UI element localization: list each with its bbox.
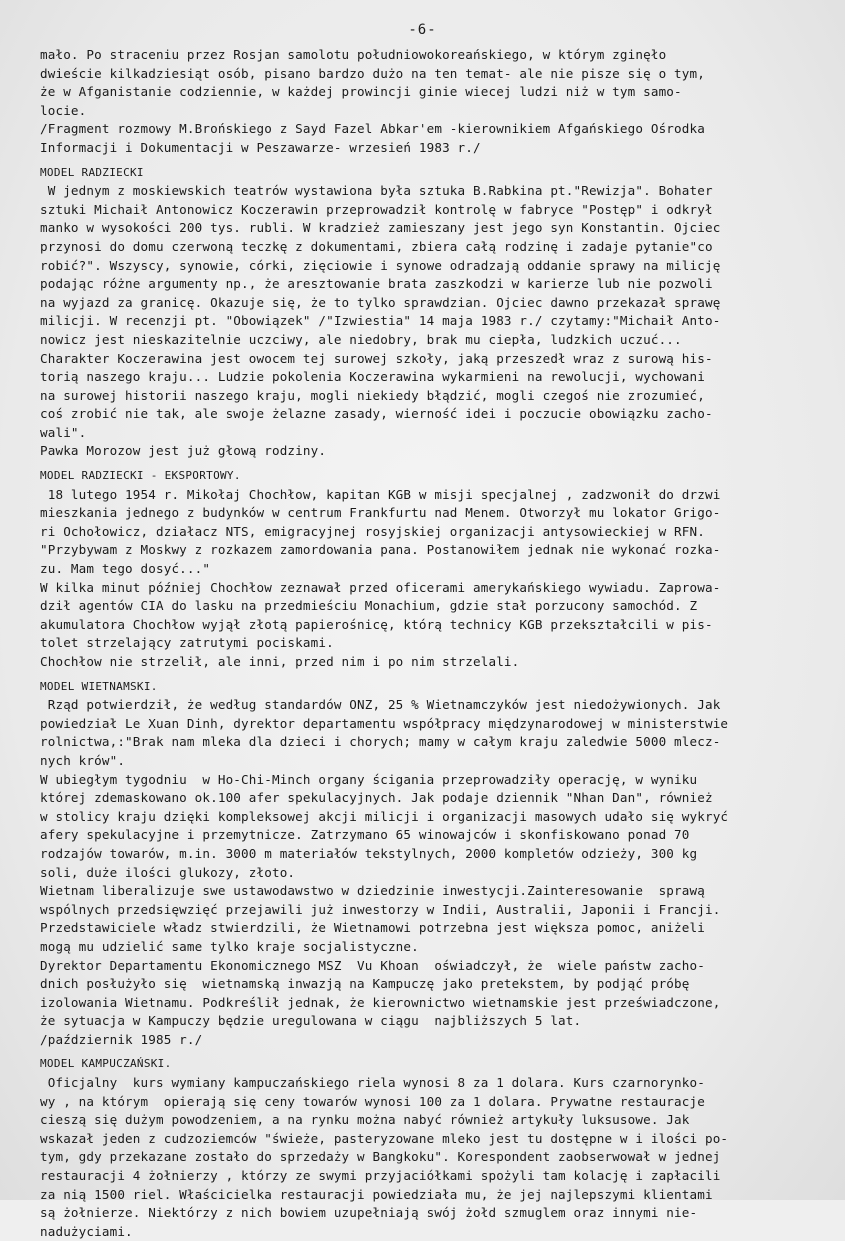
text-line: torią naszego kraju... Ludzie pokolenia Koczerawina wykarmieni na rewolucji, wychowani [40,369,705,385]
text-line: W jednym z moskiewskich teatrów wystawiona była sztuka B.Rabkina pt."Rewizja". Bohater [40,183,713,199]
text-line: mało. Po straceniu przez Rosjan samolotu południowokoreańskiego, w którym zginęło [40,47,667,62]
text-line: robić?". Wszyscy, synowie, córki, zięciowie i synowe odradzają oddanie sprawy na milicję [40,257,721,273]
text-line: nych krów". [40,752,126,768]
text-line: są żołnierze. Niektórzy z nich bowiem uzupełniają swój żołd szmuglem oraz innymi nie- [40,1205,698,1221]
text-line: na surowej historii naszego kraju, mogli niekiedy błądzić, mogli czegoś nie zrozumieć, [40,387,705,403]
text-line: afery spekulacyjne i przemytnicze. Zatrzymano 65 winowajców i skonfiskowano ponad 70 [40,827,690,843]
text-line: "Przybywam z Moskwy z rozkazem zamordowania pana. Postanowiłem jednak nie wykonać rozka- [40,542,721,558]
text-line: Rząd potwierdził, że według standardów ONZ, 25 % Wietnamczyków jest niedożywionych. Jak [40,697,721,713]
text-line: Charakter Koczerawina jest owocem tej surowej szkoły, jaką przeszedł wraz z surową his- [40,350,713,366]
text-line: Chochłow nie strzelił, ale inni, przed nim i po nim strzelali. [40,654,520,669]
text-line: Informacji i Dokumentacji w Peszawarze- wrzesień 1983 r./ [40,139,481,155]
text-line: /październik 1985 r./ [40,1031,203,1047]
text-line: za nią 1500 riel. Właścicielka restauracji powiedziała mu, że jej najlepszymi klientami [40,1186,713,1202]
text-line: 18 lutego 1954 r. Mikołaj Chochłow, kapitan KGB w misji specjalnej , zadzwonił do drzwi [40,486,721,502]
text-line: W ubiegłym tygodniu w Ho-Chi-Minch organy ścigania przeprowadziły operację, w wyniku [40,771,698,787]
text-line: której zdemaskowano ok.100 afer spekulacyjnych. Jak podaje dziennik "Nhan Dan", również [40,790,713,806]
section-heading: MODEL RADZIECKI [40,165,144,179]
text-line: w stolicy kraju dzięki kompleksowej akcji milicji i organizacji masowych udało się wykryć [40,808,729,824]
text-line: cieszą się dużym powodzeniem, a na rynku można nabyć również artykuły luksusowe. Jak [40,1112,690,1128]
text-line: rodzajów towarów, m.in. 3000 m materiałów tekstylnych, 2000 kompletów odzieży, 300 kg [40,845,698,861]
text-line: dził agentów CIA do lasku na przedmieściu Monachium, gdzie stał porzucony samochód. Z [40,598,698,614]
text-line: Dyrektor Departamentu Ekonomicznego MSZ Vu Khoan oświadczył, że wiele państw zacho- [40,957,705,973]
section-model-radziecki [40,164,805,462]
text-line: nowicz jest nieskazitelnie uczciwy, ale niedobry, brak mu ciepła, ludzkich uczuć... [40,331,682,347]
text-line: locie. [40,102,87,118]
text-line: wskazał jeden z cudzoziemców "świeże, pasteryzowane mleko jest tu dostępne w i ilości po- [40,1130,729,1146]
text-line: sztuki Michaił Antonowicz Koczerawin przeprowadził kontrolę w fabryce "Postęp" i odkrył [40,201,713,217]
text-line: manko w wysokości 200 tys. rubli. W kradzież zamieszany jest jego syn Konstantin. Ojciec [40,220,721,236]
text-line: wy , na którym opierają się ceny towarów wynosi 100 za 1 dolara. Prywatne restauracje [40,1093,705,1109]
section-heading: MODEL KAMPUCZAŃSKI. [40,1057,172,1071]
text-line: wali". [40,424,87,440]
section-heading: MODEL RADZIECKI - EKSPORTOWY. [40,469,241,483]
text-line: że w Afganistanie codziennie, w każdej prowincji ginie wiecej ludzi niż w tym samo- [40,84,682,100]
text-line: tym, gdy przekazane zostało do sprzedaży w Bangkoku". Korespondent zaobserwował w jednej [40,1149,721,1165]
text-line: Przedstawiciele władz stwierdzili, że Wietnamowi potrzebna jest większa pomoc, aniżeli [40,920,705,936]
text-line: mieszkania jednego z budynków w centrum Frankfurtu nad Menem. Otworzył mu lokator Grigo- [40,505,721,521]
text-line: coś zrobić nie tak, ale swoje żelazne zasady, wierność idei i poczucie obowiązku zacho- [40,406,713,422]
text-line: że sytuacja w Kampuczy będzie uregulowana w ciągu najbliższych 5 lat. [40,1013,582,1029]
intro-block [40,46,805,158]
section-model-kampuczanski [40,1055,805,1241]
text-line: dwieście kilkadziesiąt osób, pisano bardzo dużo na ten temat- ale nie pisze się o tym, [40,65,705,81]
text-line: Pawka Morozow jest już głową rodziny. [40,443,327,459]
text-line: restauracji 4 żołnierzy , którzy ze swymi przyjaciółkami spożyli tam kolację i zapłacili [40,1168,721,1184]
text-line: Wietnam liberalizuje swe ustawodawstwo w dziedzinie inwestycji.Zainteresowanie sprawą [40,883,705,899]
text-line: W kilka minut później Chochłow zeznawał przed oficerami amerykańskiego wywiadu. Zaprowa- [40,579,721,595]
text-line: milicji. W recenzji pt. "Obowiązek" /"Izwiestia" 14 maja 1983 r./ czytamy:"Michaił Anto- [40,313,721,329]
text-line: ri Ochołowicz, działacz NTS, emigracyjnej rosyjskiej organizacji antysowieckiej w RFN. [40,523,705,539]
section-model-radziecki-eksportowy [40,467,805,672]
page-number: -6- [408,22,437,38]
text-line: rolnictwa,:"Brak nam mleka dla dzieci i chorych; mamy w całym kraju zaledwie 5000 mlecz- [40,734,721,750]
text-line: na wyjazd za granicę. Okazuje się, że to tylko sprawdzian. Ojciec dawno przekazał sprawę [40,294,721,310]
text-line: nadużyciami. [40,1223,133,1239]
text-line: powiedział Le Xuan Dinh, dyrektor departamentu współpracy międzynarodowej w ministerstwie [40,715,729,731]
section-model-wietnamski [40,678,805,1050]
text-line: tolet strzelający zatrutymi pociskami. [40,635,334,651]
text-line: soli, duże ilości glukozy, złoto. [40,864,296,880]
section-heading: MODEL WIETNAMSKI. [40,679,158,693]
text-line: dnich posłużyło się wietnamską inwazją na Kampuczę jako pretekstem, by podjąć próbę [40,976,690,992]
text-line: Oficjalny kurs wymiany kampuczańskiego riela wynosi 8 za 1 dolara. Kurs czarnorynko- [40,1075,705,1091]
text-line: podając różne argumenty np., że aresztowanie brata zaszkodzi w karierze lub nie pozwoli [40,276,713,292]
text-line: wspólnych przedsięwzięć przejawili już inwestorzy w Indii, Australii, Japonii i Francji. [40,901,721,917]
text-line: zu. Mam tego dosyć..." [40,561,211,577]
text-line: izolowania Wietnamu. Podkreślił jednak, że kierownictwo wietnamskie jest przeświadczone, [40,994,721,1010]
text-line: /Fragment rozmowy M.Brońskiego z Sayd Fazel Abkar'em -kierownikiem Afgańskiego Ośrodka [40,121,705,137]
text-line: mogą mu udzielić same tylko kraje socjalistyczne. [40,938,419,954]
text-line: akumulatora Chochłow wyjął złotą papierośnicę, którą technicy KGB przekształcili w pis- [40,616,713,632]
text-line: przynosi do domu czerwoną teczkę z dokumentami, zbiera całą rodzinę i zadaje pytanie"co [40,238,713,254]
